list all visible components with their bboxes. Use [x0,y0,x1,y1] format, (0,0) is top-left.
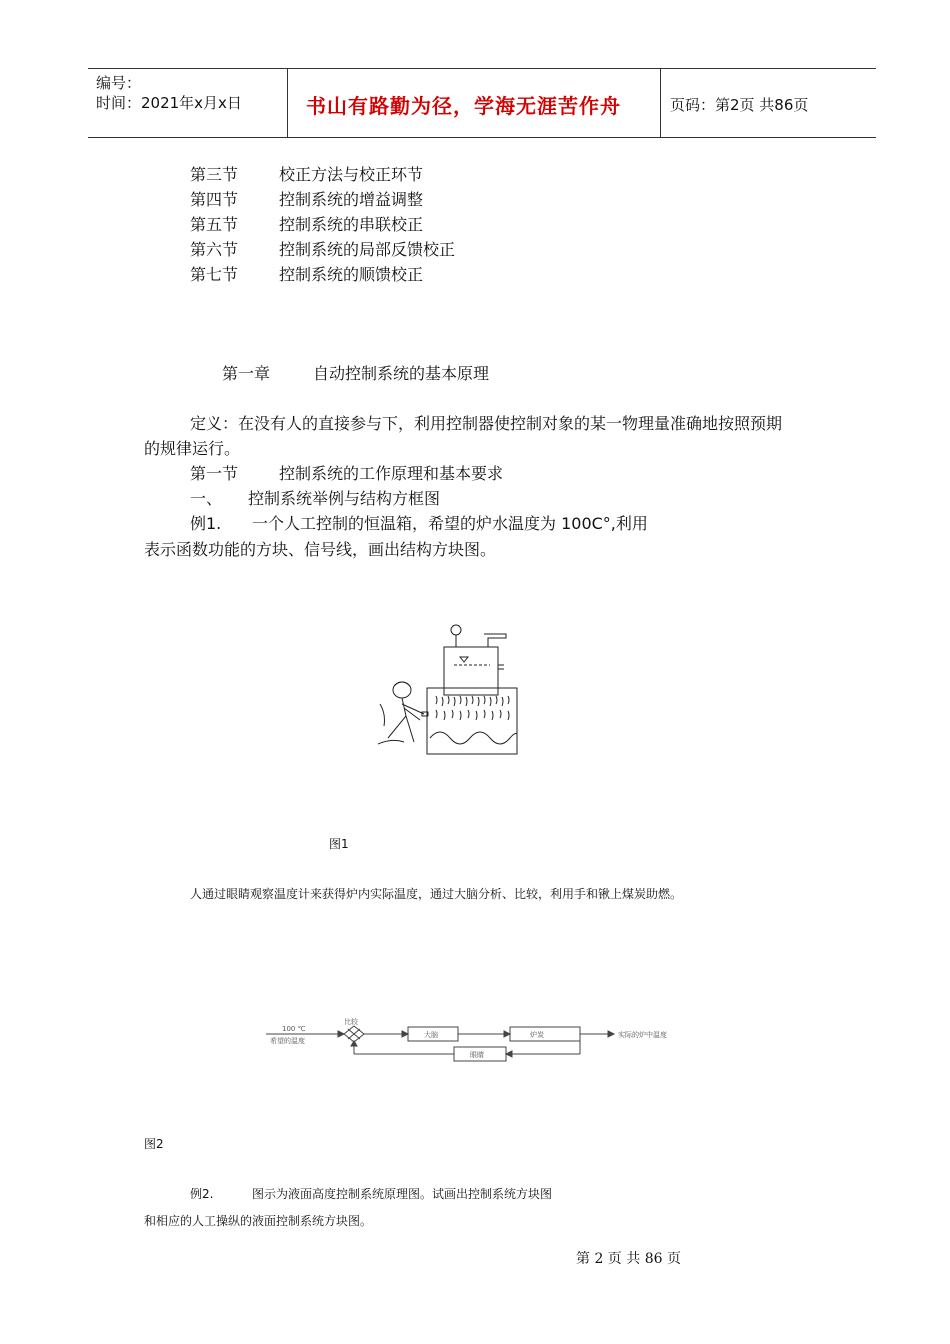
toc-title: 控制系统的顺馈校正 [279,265,424,284]
output-label: 实际的炉中温度 [618,1031,667,1039]
toc-title: 控制系统的局部反馈校正 [279,240,456,259]
header-divider [660,69,661,137]
toc-section: 第六节 [190,240,239,259]
input-label: 希望的温度 [270,1037,305,1045]
toc-section: 第五节 [190,215,239,234]
example1-line1: 一个人工控制的恒温箱，希望的炉水温度为 100C°,利用 [252,514,648,533]
figure1-note: 人通过眼睛观察温度计来获得炉内实际温度，通过大脑分析、比较，利用手和锹上煤炭助燃。 [190,887,683,901]
figure1-caption: 图1 [329,837,349,851]
toc-section: 第四节 [190,190,239,209]
example1-label: 例1. [190,514,222,533]
definition-line2: 的规律运行。 [144,439,241,458]
toc-section: 第七节 [190,265,239,284]
example1-line2: 表示函数功能的方块、信号线，画出结构方块图。 [144,540,497,559]
figure1-illustration [370,620,530,760]
definition-line1: 定义：在没有人的直接参与下，利用控制器使控制对象的某一物理量准确地按照预期 [190,414,783,433]
toc-title: 控制系统的串联校正 [279,215,424,234]
input-value: 100 ℃ [282,1025,306,1033]
block2-label: 炉炭 [530,1031,544,1039]
figure2-block-diagram [262,1016,702,1072]
section-title: 控制系统的工作原理和基本要求 [279,464,504,483]
example2-line1: 图示为液面高度控制系统原理图。试画出控制系统方块图 [252,1187,553,1201]
figure2-caption: 图2 [144,1137,164,1151]
motto: 书山有路勤为径，学海无涯苦作舟 [306,94,621,118]
time-label: 时间：2021年x月x日 [96,94,242,112]
chapter-title: 自动控制系统的基本原理 [313,364,490,383]
thermometer-icon [451,625,461,635]
furnace [427,688,517,754]
block1-label: 大脑 [424,1031,438,1039]
page-label: 页码：第2页 共86页 [670,96,809,114]
header-divider [287,69,288,137]
example2-line2: 和相应的人工操纵的液面控制系统方块图。 [144,1214,373,1228]
toc-title: 控制系统的增益调整 [279,190,424,209]
number-label: 编号： [96,74,142,92]
subsection-title: 控制系统举例与结构方框图 [248,489,441,508]
section-number: 第一节 [190,464,239,483]
feedback-label: 眼睛 [470,1051,484,1059]
footer-page-number: 第 2 页 共 86 页 [576,1251,681,1267]
chapter-number: 第一章 [222,364,271,383]
block-furnace [510,1027,580,1041]
subsection-number: 一、 [190,489,223,508]
sum-label: 比较 [344,1018,358,1026]
toc-section: 第三节 [190,165,239,184]
example2-label: 例2. [190,1187,214,1201]
toc-title: 校正方法与校正环节 [279,165,424,184]
